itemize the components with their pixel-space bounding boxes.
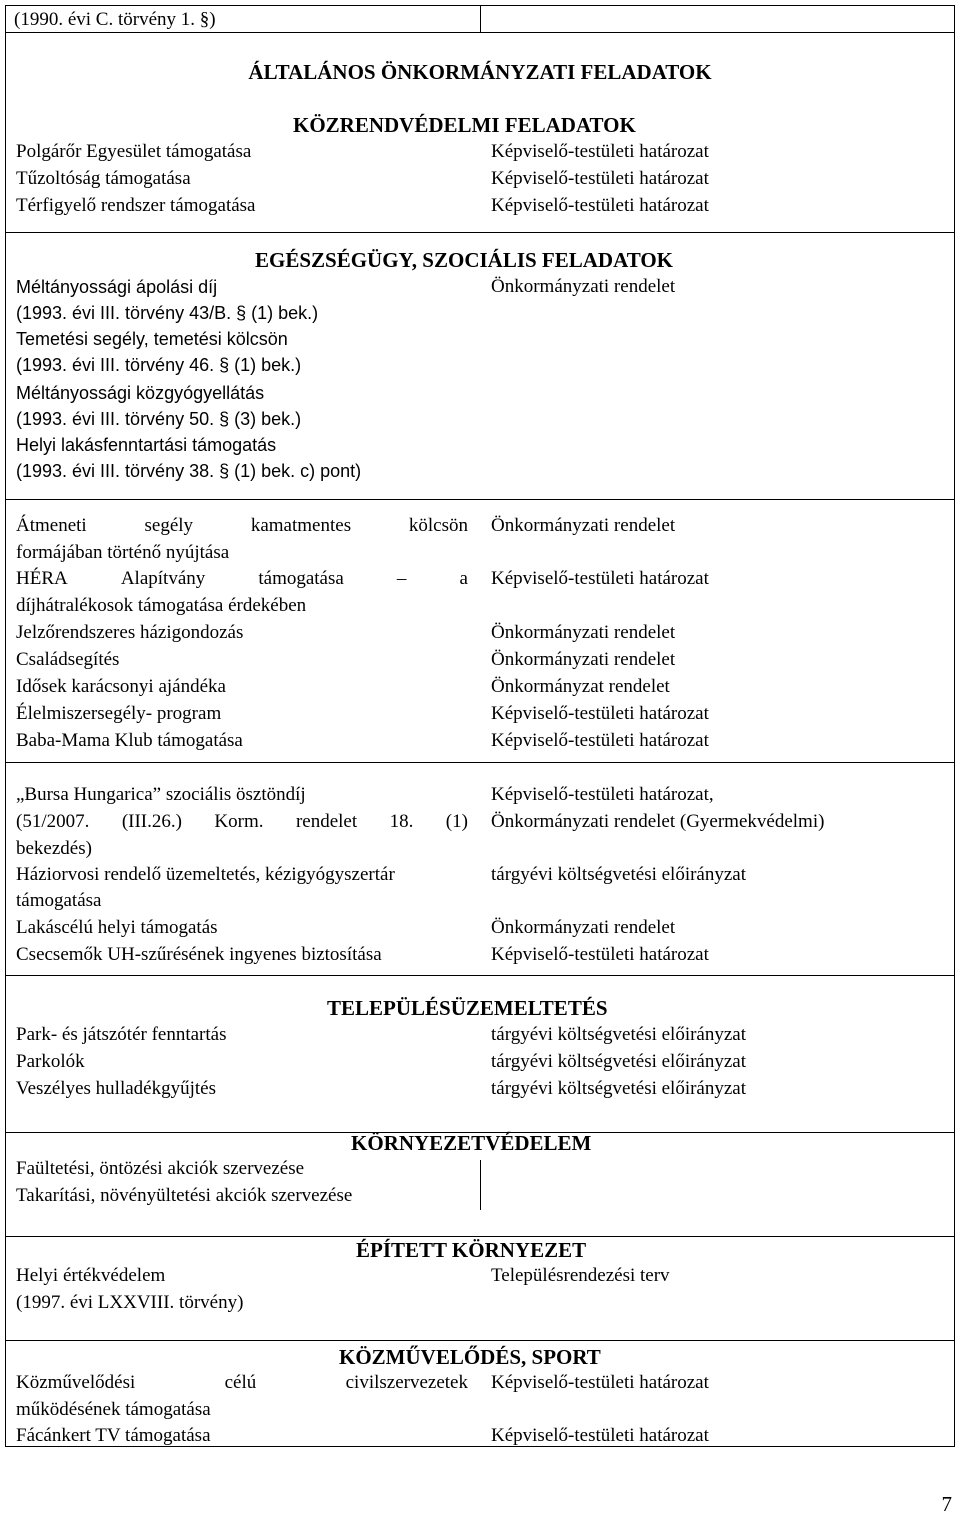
word: célú (224, 1372, 257, 1393)
task-cell-justified (16, 568, 468, 590)
basis-cell: Önkormányzati rendelet (491, 917, 676, 938)
law-reference: (1993. évi III. törvény 43/B. § (1) bek.) (16, 303, 319, 323)
task-cell: működésének támogatása (16, 1399, 211, 1420)
section-title-telepules: TELEPÜLÉSÜZEMELTETÉS (327, 996, 608, 1020)
basis-cell: Képviselő-testületi határozat (491, 195, 709, 216)
main-title: ÁLTALÁNOS ÖNKORMÁNYZATI FELADATOK (248, 60, 712, 84)
word: – (396, 568, 407, 589)
task-cell: „Bursa Hungarica” szociális ösztöndíj (16, 784, 306, 805)
task-cell: Temetési segély, temetési kölcsön (16, 329, 288, 349)
task-cell: támogatása (16, 890, 102, 911)
section-title-kornyezet: KÖRNYEZETVÉDELEM (351, 1131, 592, 1155)
word: Korm. (214, 811, 264, 832)
word: civilszervezetek (345, 1372, 468, 1393)
law-reference: (1993. évi III. törvény 46. § (1) bek.) (16, 355, 302, 375)
basis-cell: tárgyévi költségvetési előirányzat (491, 1024, 747, 1045)
task-cell: Helyi lakásfenntartási támogatás (16, 435, 277, 455)
page-number: 7 (941, 1492, 952, 1516)
row-divider (6, 232, 954, 233)
task-cell: Méltányossági ápolási díj (16, 277, 218, 297)
basis-cell: Képviselő-testületi határozat (491, 1372, 709, 1393)
row-divider (6, 1236, 954, 1237)
basis-cell: Képviselő-testületi határozat (491, 1425, 709, 1446)
task-cell: Polgárőr Egyesület támogatása (16, 141, 252, 162)
basis-cell: Képviselő-testületi határozat (491, 168, 709, 189)
word: támogatása (258, 568, 344, 589)
task-cell: Veszélyes hulladékgyűjtés (16, 1078, 216, 1099)
basis-cell: Képviselő-testületi határozat (491, 944, 709, 965)
word: Alapítvány (120, 568, 206, 589)
task-cell: Lakáscélú helyi támogatás (16, 917, 218, 938)
word: kamatmentes (250, 515, 352, 536)
section-title-kozrendvedelem: KÖZRENDVÉDELMI FELADATOK (293, 113, 636, 137)
basis-cell: tárgyévi költségvetési előirányzat (491, 1051, 747, 1072)
word: 18. (389, 811, 414, 832)
word: Átmeneti (16, 515, 87, 536)
row-divider (6, 762, 954, 763)
task-cell: Családsegítés (16, 649, 120, 670)
row-divider (6, 975, 954, 976)
word: HÉRA (16, 568, 68, 589)
law-reference: (1993. évi III. törvény 50. § (3) bek.) (16, 409, 302, 429)
basis-cell: Önkormányzati rendelet (491, 622, 676, 643)
task-cell: Térfigyelő rendszer támogatása (16, 195, 256, 216)
task-cell: díjhátralékosok támogatása érdekében (16, 595, 307, 616)
law-reference: (1993. évi III. törvény 38. § (1) bek. c) pont) (16, 461, 362, 481)
word: Közművelődési (16, 1372, 136, 1393)
task-cell: Fácánkert TV támogatása (16, 1425, 211, 1446)
task-cell: Takarítási, növényültetési akciók szervezése (16, 1185, 353, 1206)
task-cell-justified (16, 1372, 468, 1394)
word: kölcsön (408, 515, 468, 536)
task-cell-justified (16, 515, 468, 537)
basis-cell: Képviselő-testületi határozat (491, 568, 709, 589)
row-divider (6, 499, 954, 500)
basis-cell: Önkormányzati rendelet (491, 649, 676, 670)
basis-cell: Képviselő-testületi határozat (491, 141, 709, 162)
task-cell: Parkolók (16, 1051, 85, 1072)
basis-cell: Önkormányzat rendelet (491, 676, 670, 697)
task-cell: Faültetési, öntözési akciók szervezése (16, 1158, 305, 1179)
task-cell: Háziorvosi rendelő üzemeltetés, kézigyógyszertár (16, 864, 395, 885)
word: (III.26.) (121, 811, 182, 832)
word: segély (144, 515, 194, 536)
task-cell: Baba-Mama Klub támogatása (16, 730, 243, 751)
row-divider (6, 32, 954, 33)
task-cell: Helyi értékvédelem (16, 1265, 166, 1286)
basis-cell: tárgyévi költségvetési előirányzat (491, 864, 747, 885)
column-divider (480, 1160, 481, 1210)
task-cell: Park- és játszótér fenntartás (16, 1024, 227, 1045)
task-table (5, 5, 955, 1447)
basis-cell: tárgyévi költségvetési előirányzat (491, 1078, 747, 1099)
word: (1) (445, 811, 468, 832)
section-title-kozmuvelodes: KÖZMŰVELŐDÉS, SPORT (339, 1345, 601, 1369)
task-cell: Élelmiszersegély- program (16, 703, 222, 724)
word: a (459, 568, 468, 589)
law-reference: (1997. évi LXXVIII. törvény) (16, 1292, 244, 1313)
basis-cell: Önkormányzati rendelet (491, 515, 676, 536)
law-reference-justified (16, 811, 468, 833)
basis-cell: Képviselő-testületi határozat (491, 703, 709, 724)
basis-cell: Önkormányzati rendelet (Gyermekvédelmi) (491, 811, 825, 832)
task-cell: Idősek karácsonyi ajándéka (16, 676, 226, 697)
task-cell: formájában történő nyújtása (16, 542, 230, 563)
task-cell: Jelzőrendszeres házigondozás (16, 622, 244, 643)
section-title-epitett: ÉPÍTETT KÖRNYEZET (356, 1238, 587, 1262)
section-title-egeszsegugy: EGÉSZSÉGÜGY, SZOCIÁLIS FELADATOK (255, 248, 674, 272)
word: rendelet (295, 811, 358, 832)
basis-cell: Településrendezési terv (491, 1265, 670, 1286)
basis-cell: Képviselő-testületi határozat, (491, 784, 714, 805)
task-cell: Tűzoltóság támogatása (16, 168, 191, 189)
column-divider (480, 6, 481, 32)
task-cell: Méltányossági közgyógyellátás (16, 383, 265, 403)
basis-cell: Képviselő-testületi határozat (491, 730, 709, 751)
row-divider (6, 1340, 954, 1341)
task-cell: Csecsemők UH-szűrésének ingyenes biztosítása (16, 944, 382, 965)
basis-cell: Önkormányzati rendelet (491, 276, 676, 297)
law-reference: (1990. évi C. törvény 1. §) (14, 9, 216, 30)
law-reference: bekezdés) (16, 838, 92, 859)
word: (51/2007. (16, 811, 90, 832)
